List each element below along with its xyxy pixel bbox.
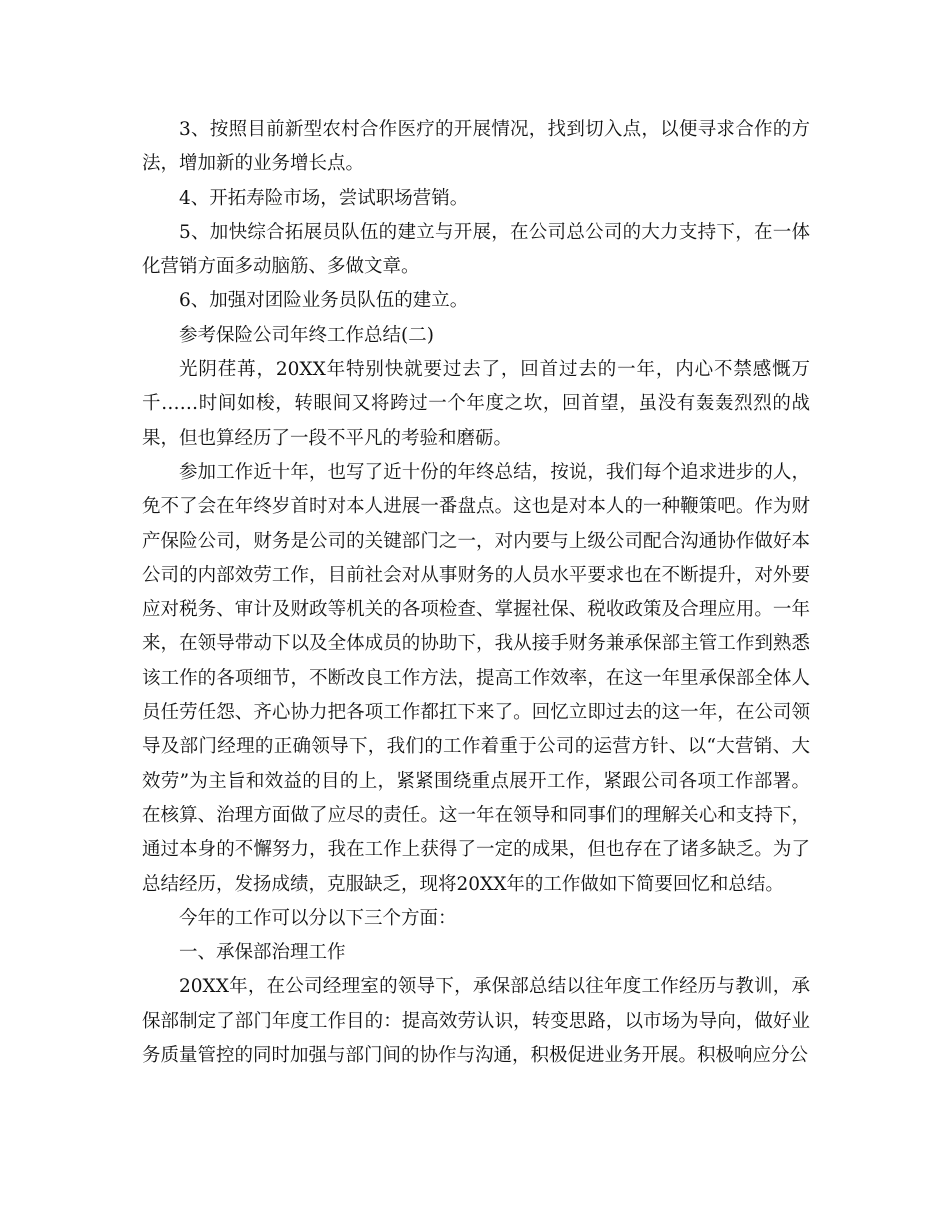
paragraph-intro: 光阴荏苒，20XX年特别快就要过去了，回首过去的一年，内心不禁感慨万千……时间如梭，转眼间又将跨过一个年度之坎，回首望，虽没有轰轰烈烈的战果，但也算经历了一段不平凡的考验和磨砺。: [142, 359, 810, 449]
paragraph-overview: 今年的工作可以分以下三个方面：: [179, 907, 457, 929]
paragraph-item-4: 4、开拓寿险市场，尝试职场营销。: [179, 187, 469, 209]
paragraph-main: 参加工作近十年，也写了近十份的年终总结，按说，我们每个追求进步的人，免不了会在年终岁首时对本人进展一番盘点。这也是对本人的一种鞭策吧。作为财产保险公司，财务是公司的关键部门之一，对内要与上级公司配合沟通协作做好本公司的内部效劳工作，目前社会对从事财务的人员水平要求也在不断提升，对外要应对税务、审计及财政等机关的各项检查、掌握社保、税收政策及合理应用。一年来，在领导带动下以及全体成员的协助下，我从接手财务兼承保部主管工作到熟悉该工作的各项细节，不断改良工作方法，提高工作效率，在这一年里承保部全体人员任劳任怨、齐心协力把各项工作都扛下来了。回忆立即过去的这一年，在公司领导及部门经理的正确领导下，我们的工作着重于公司的运营方针、以“大营销、大效劳”为主旨和效益的目的上，紧紧围绕重点展开工作，紧跟公司各项工作部署。在核算、治理方面做了应尽的责任。这一年在领导和同事们的理解关心和支持下，通过本身的不懈努力，我在工作上获得了一定的成果，但也存在了诸多缺乏。为了总结经历，发扬成绩，克服缺乏，现将20XX年的工作做如下简要回忆和总结。: [142, 461, 810, 895]
paragraph-item-5: 5、加快综合拓展员队伍的建立与开展，在公司总公司的大力支持下，在一体化营销方面多动脑筋、多做文章。: [142, 221, 810, 278]
section-title: 参考保险公司年终工作总结(二): [179, 324, 434, 346]
paragraph-item-6: 6、加强对团险业务员队伍的建立。: [179, 290, 469, 312]
paragraph-underwriting: 20XX年，在公司经理室的领导下，承保部总结以往年度工作经历与教训，承保部制定了部门年度工作目的：提高效劳认识，转变思路，以市场为导向，做好业务质量管控的同时加强与部门间的协作与沟通，积极促进业务开展。积极响应分公: [142, 976, 810, 1067]
paragraph-item-3: 3、按照目前新型农村合作医疗的开展情况，找到切入点，以便寻求合作的方法，增加新的业务增长点。: [142, 119, 810, 175]
subsection-heading: 一、承保部治理工作: [179, 942, 346, 964]
document-body: [142, 113, 810, 1073]
